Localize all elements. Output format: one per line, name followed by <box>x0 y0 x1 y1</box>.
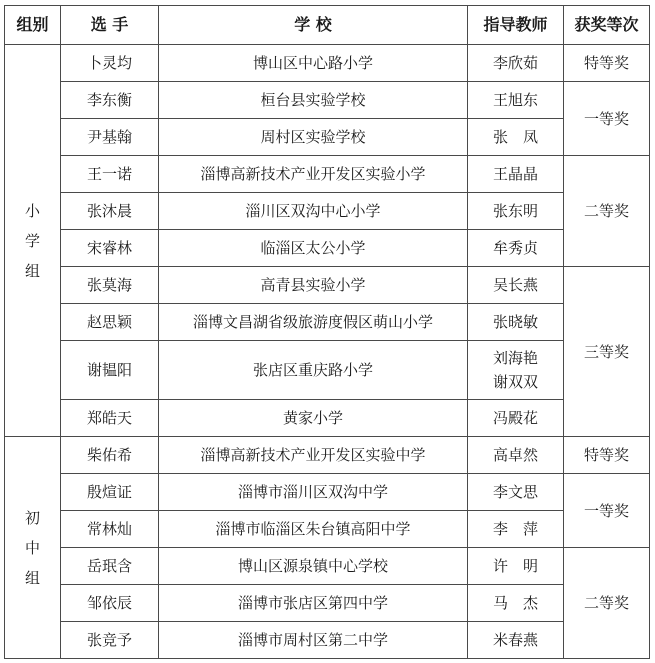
school-name: 淄博市张店区第四中学 <box>159 585 468 622</box>
school-name: 高青县实验小学 <box>159 267 468 304</box>
table-row <box>5 474 650 511</box>
table-row <box>5 230 650 267</box>
school-name: 淄博文昌湖省级旅游度假区萌山小学 <box>159 304 468 341</box>
teacher-name: 王旭东 <box>468 82 564 119</box>
table-row <box>5 341 650 400</box>
teacher-name: 许 明 <box>468 548 564 585</box>
player-name: 殷煊证 <box>61 474 159 511</box>
award-level: 特等奖 <box>564 437 650 474</box>
school-name: 临淄区太公小学 <box>159 230 468 267</box>
table-row <box>5 267 650 304</box>
table-row <box>5 82 650 119</box>
player-name: 张竞予 <box>61 622 159 659</box>
teacher-name: 高卓然 <box>468 437 564 474</box>
player-name: 宋睿林 <box>61 230 159 267</box>
school-name: 淄博高新技术产业开发区实验中学 <box>159 437 468 474</box>
teacher-name: 李文思 <box>468 474 564 511</box>
school-name: 博山区源泉镇中心学校 <box>159 548 468 585</box>
award-level: 二等奖 <box>564 156 650 267</box>
player-name: 邹依辰 <box>61 585 159 622</box>
award-level: 二等奖 <box>564 548 650 659</box>
school-name: 淄博高新技术产业开发区实验小学 <box>159 156 468 193</box>
school-name: 淄川区双沟中心小学 <box>159 193 468 230</box>
header-group: 组别 <box>5 6 61 45</box>
school-name: 淄博市淄川区双沟中学 <box>159 474 468 511</box>
teacher-name: 王晶晶 <box>468 156 564 193</box>
teacher-name: 马 杰 <box>468 585 564 622</box>
table-row <box>5 193 650 230</box>
teacher-name: 李 萍 <box>468 511 564 548</box>
player-name: 郑皓天 <box>61 400 159 437</box>
teacher-name: 张东明 <box>468 193 564 230</box>
player-name: 岳珉含 <box>61 548 159 585</box>
teacher-name: 张晓敏 <box>468 304 564 341</box>
group-junior: 初 中 组 <box>5 437 61 659</box>
teacher-name: 李欣茹 <box>468 45 564 82</box>
player-name: 谢韫阳 <box>61 341 159 400</box>
player-name: 李东衡 <box>61 82 159 119</box>
teacher-name: 刘海艳 谢双双 <box>468 341 564 400</box>
school-name: 淄博市周村区第二中学 <box>159 622 468 659</box>
award-level: 一等奖 <box>564 474 650 548</box>
table-row <box>5 45 650 82</box>
table-row <box>5 437 650 474</box>
player-name: 赵思颖 <box>61 304 159 341</box>
header-row <box>5 6 650 45</box>
player-name: 卜灵均 <box>61 45 159 82</box>
table-row <box>5 156 650 193</box>
header-name: 选 手 <box>61 6 159 45</box>
school-name: 张店区重庆路小学 <box>159 341 468 400</box>
player-name: 张莫海 <box>61 267 159 304</box>
school-name: 周村区实验学校 <box>159 119 468 156</box>
header-award: 获奖等次 <box>564 6 650 45</box>
table-row <box>5 511 650 548</box>
awards-table <box>4 5 650 659</box>
header-teacher: 指导教师 <box>468 6 564 45</box>
table-row <box>5 622 650 659</box>
school-name: 黄家小学 <box>159 400 468 437</box>
table-row <box>5 400 650 437</box>
table-row <box>5 548 650 585</box>
award-level: 一等奖 <box>564 82 650 156</box>
table-row <box>5 304 650 341</box>
player-name: 柴佑希 <box>61 437 159 474</box>
teacher-name: 吴长燕 <box>468 267 564 304</box>
group-primary: 小 学 组 <box>5 45 61 437</box>
player-name: 常林灿 <box>61 511 159 548</box>
teacher-name: 张 凤 <box>468 119 564 156</box>
player-name: 王一诺 <box>61 156 159 193</box>
header-school: 学 校 <box>159 6 468 45</box>
table-row <box>5 119 650 156</box>
teacher-name: 冯殿花 <box>468 400 564 437</box>
award-level: 特等奖 <box>564 45 650 82</box>
school-name: 桓台县实验学校 <box>159 82 468 119</box>
teacher-name: 牟秀贞 <box>468 230 564 267</box>
player-name: 张沐晨 <box>61 193 159 230</box>
school-name: 博山区中心路小学 <box>159 45 468 82</box>
teacher-name: 米春燕 <box>468 622 564 659</box>
school-name: 淄博市临淄区朱台镇高阳中学 <box>159 511 468 548</box>
player-name: 尹基翰 <box>61 119 159 156</box>
award-level: 三等奖 <box>564 267 650 437</box>
table-row <box>5 585 650 622</box>
